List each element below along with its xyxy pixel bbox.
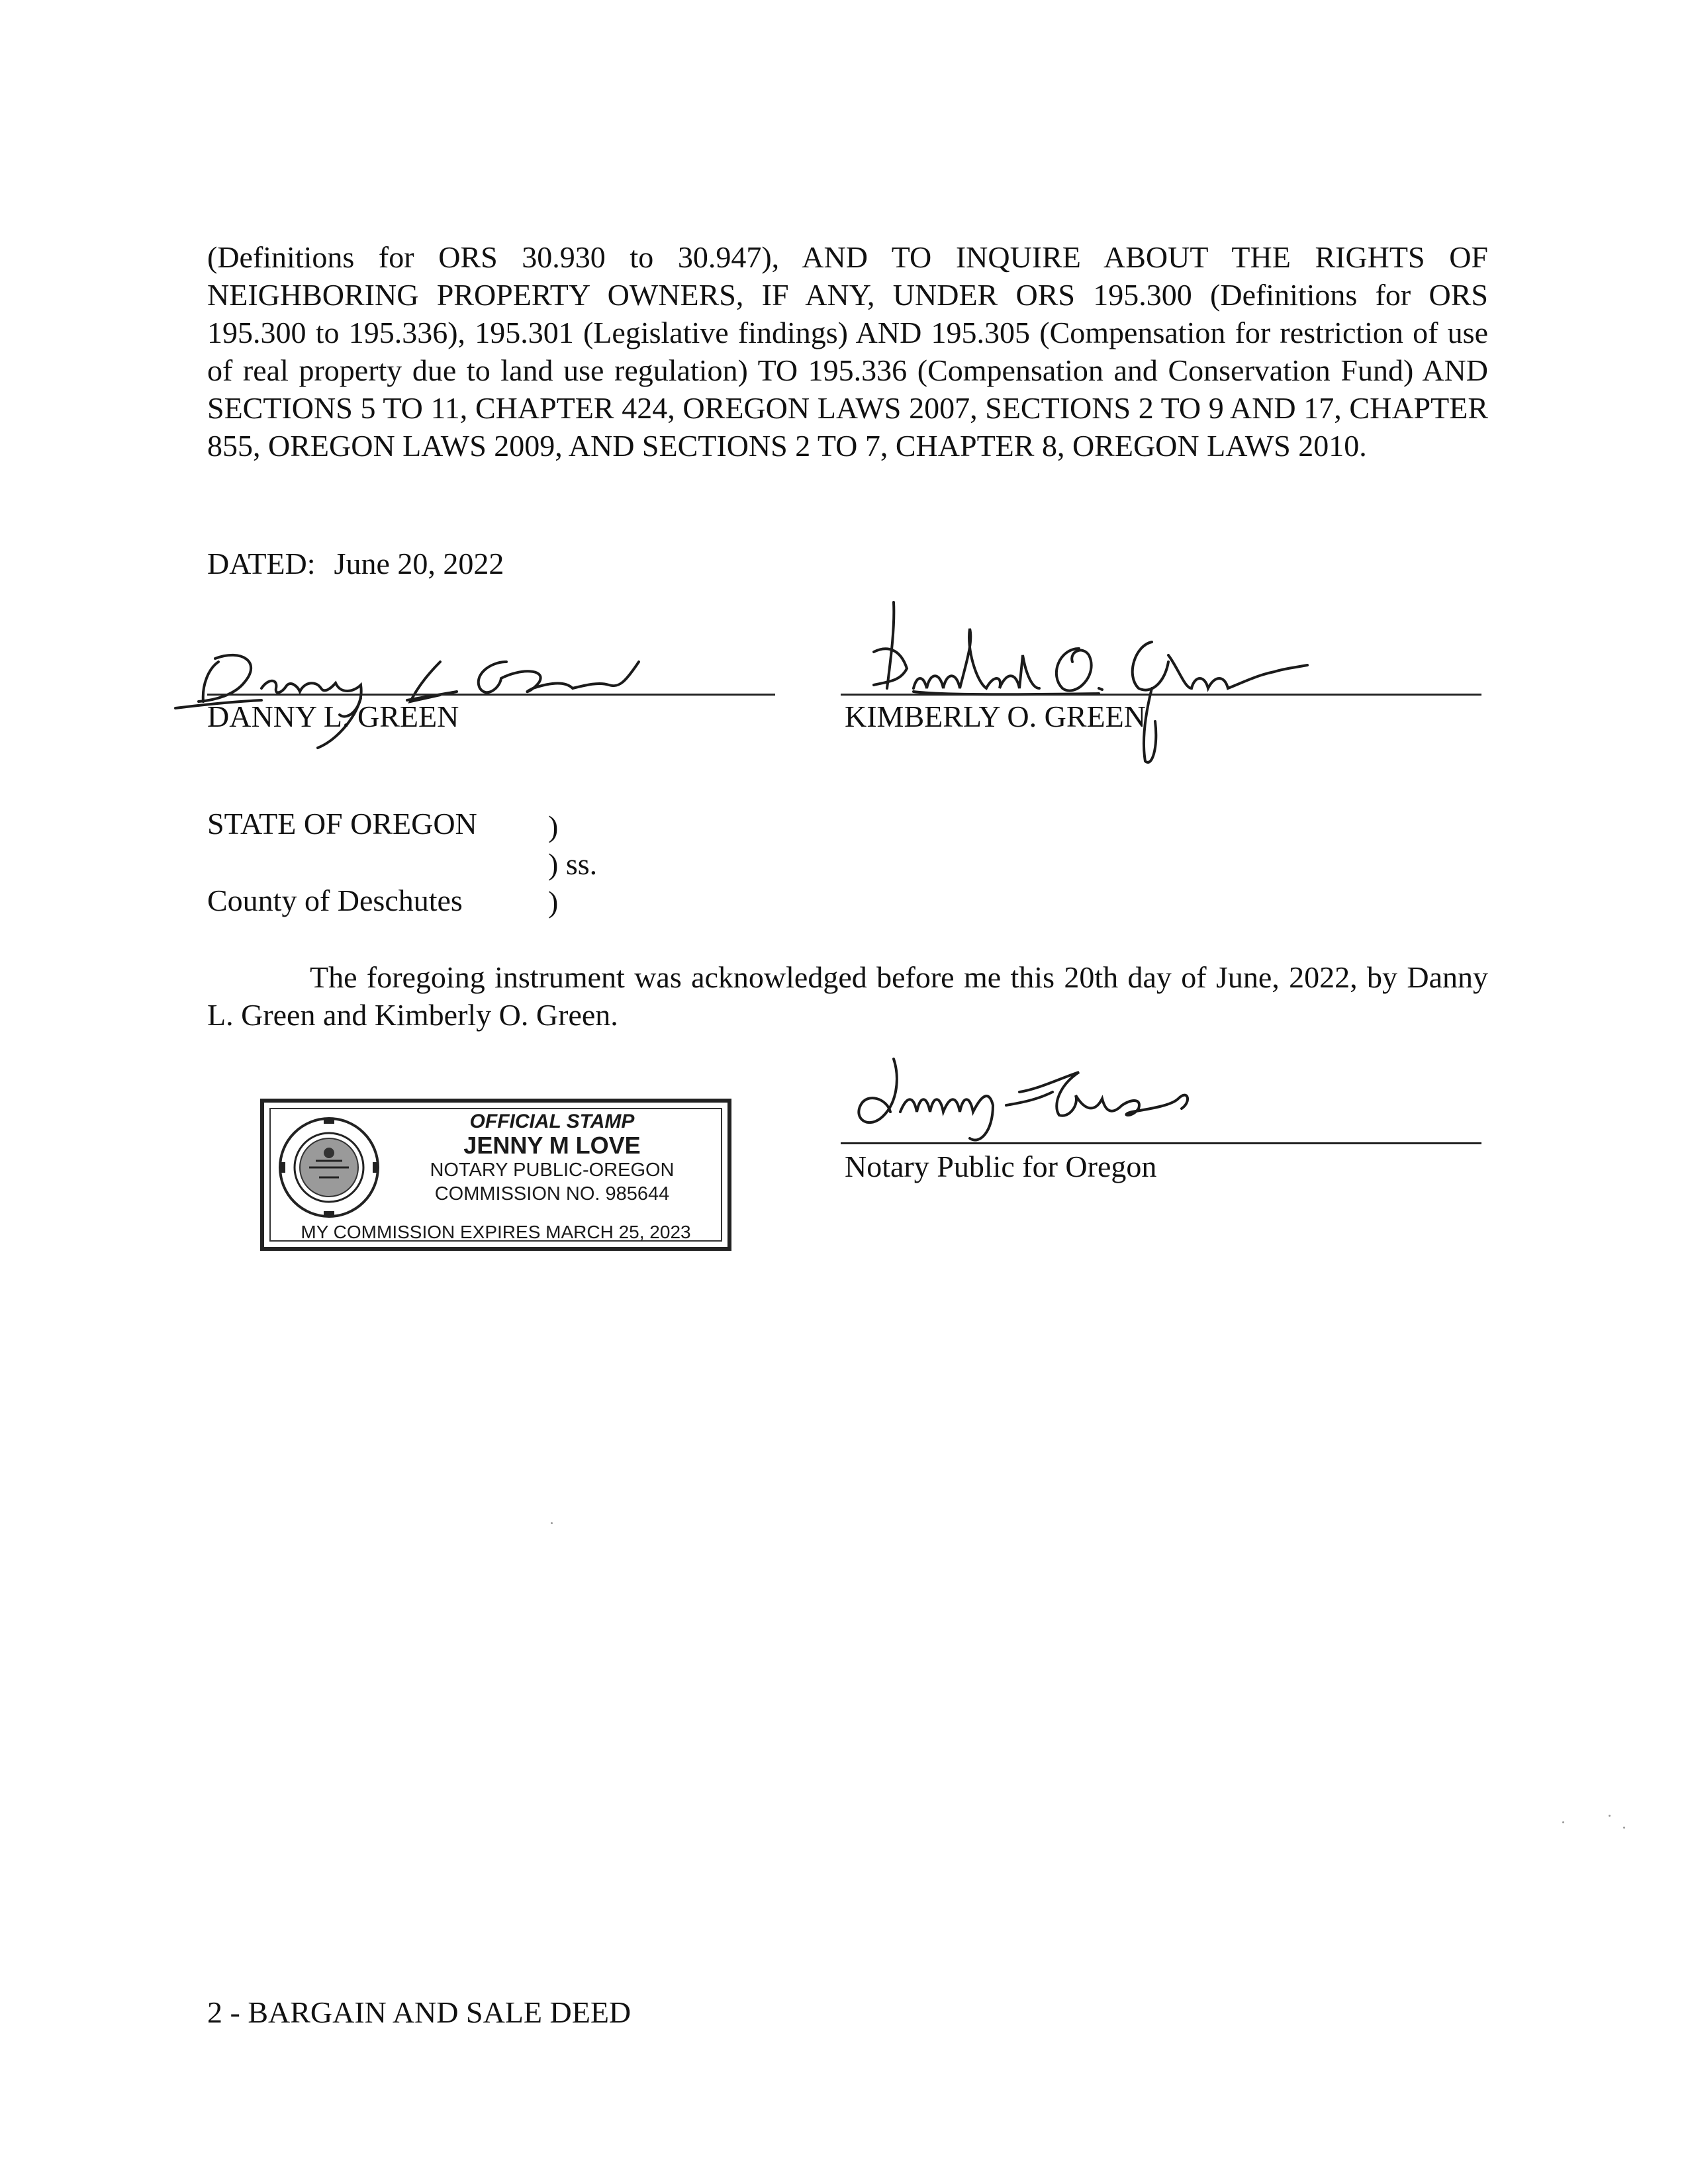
venue-paren-bottom: ) <box>548 885 559 919</box>
printed-name-danny: DANNY L. GREEN <box>207 700 459 733</box>
dated-line <box>207 545 504 582</box>
dated-label: DATED: <box>207 547 316 580</box>
dated-value: June 20, 2022 <box>334 547 504 580</box>
scan-speck <box>1562 1821 1564 1823</box>
venue-county: County of Deschutes <box>207 884 463 917</box>
notary-public-label: Notary Public for Oregon <box>845 1150 1157 1183</box>
stamp-commission: COMMISSION NO. 985644 <box>434 1183 670 1205</box>
stamp-notary-name: JENNY M LOVE <box>463 1132 641 1159</box>
signature-line-kimberly <box>841 694 1481 696</box>
scan-speck <box>1623 1827 1625 1829</box>
stamp-expires: MY COMMISSION EXPIRES MARCH 25, 2023 <box>301 1222 691 1242</box>
notary-stamp <box>260 1099 731 1251</box>
venue-state: STATE OF OREGON <box>207 807 477 841</box>
legal-paragraph: (Definitions for ORS 30.930 to 30.947), AND TO INQUIRE ABOUT THE RIGHTS OF NEIGHBORING PROPERTY OWNERS, IF ANY, UNDER ORS 195.300 (Definitions for ORS 195.300 to 195.336), 195.301 (Legislative findings) AND 195.305 (Compensation for restriction of use of real property due to land use regulation) TO 195.336 (Compensation and Conservation Fund) AND SECTIONS 5 TO 11, CHAPTER 424, OREGON LAWS 2007, SECTIONS 2 TO 9 AND 17, CHAPTER 855, OREGON LAWS 2009, AND SECTIONS 2 TO 7, CHAPTER 8, OREGON LAWS 2010. <box>207 240 1488 463</box>
scan-speck <box>1609 1815 1611 1817</box>
state-seal-icon <box>276 1115 382 1220</box>
venue-paren-top: ) <box>548 809 559 843</box>
scan-speck <box>551 1522 553 1524</box>
signature-notary <box>841 1052 1317 1152</box>
stamp-role: NOTARY PUBLIC-OREGON <box>430 1160 675 1181</box>
signature-kimberly-green <box>834 589 1364 788</box>
acknowledgment-text: The foregoing instrument was acknowledged before me this 20th day of June, 2022, by Danny L. Green and Kimberly O. Green. <box>207 960 1488 1032</box>
signature-line-notary <box>841 1142 1481 1144</box>
venue-ss: ) ss. <box>548 847 598 881</box>
signature-line-danny <box>207 694 775 696</box>
page-footer: 2 - BARGAIN AND SALE DEED <box>207 1995 632 2029</box>
stamp-title: OFFICIAL STAMP <box>469 1111 635 1132</box>
printed-name-kimberly: KIMBERLY O. GREEN <box>845 700 1146 733</box>
